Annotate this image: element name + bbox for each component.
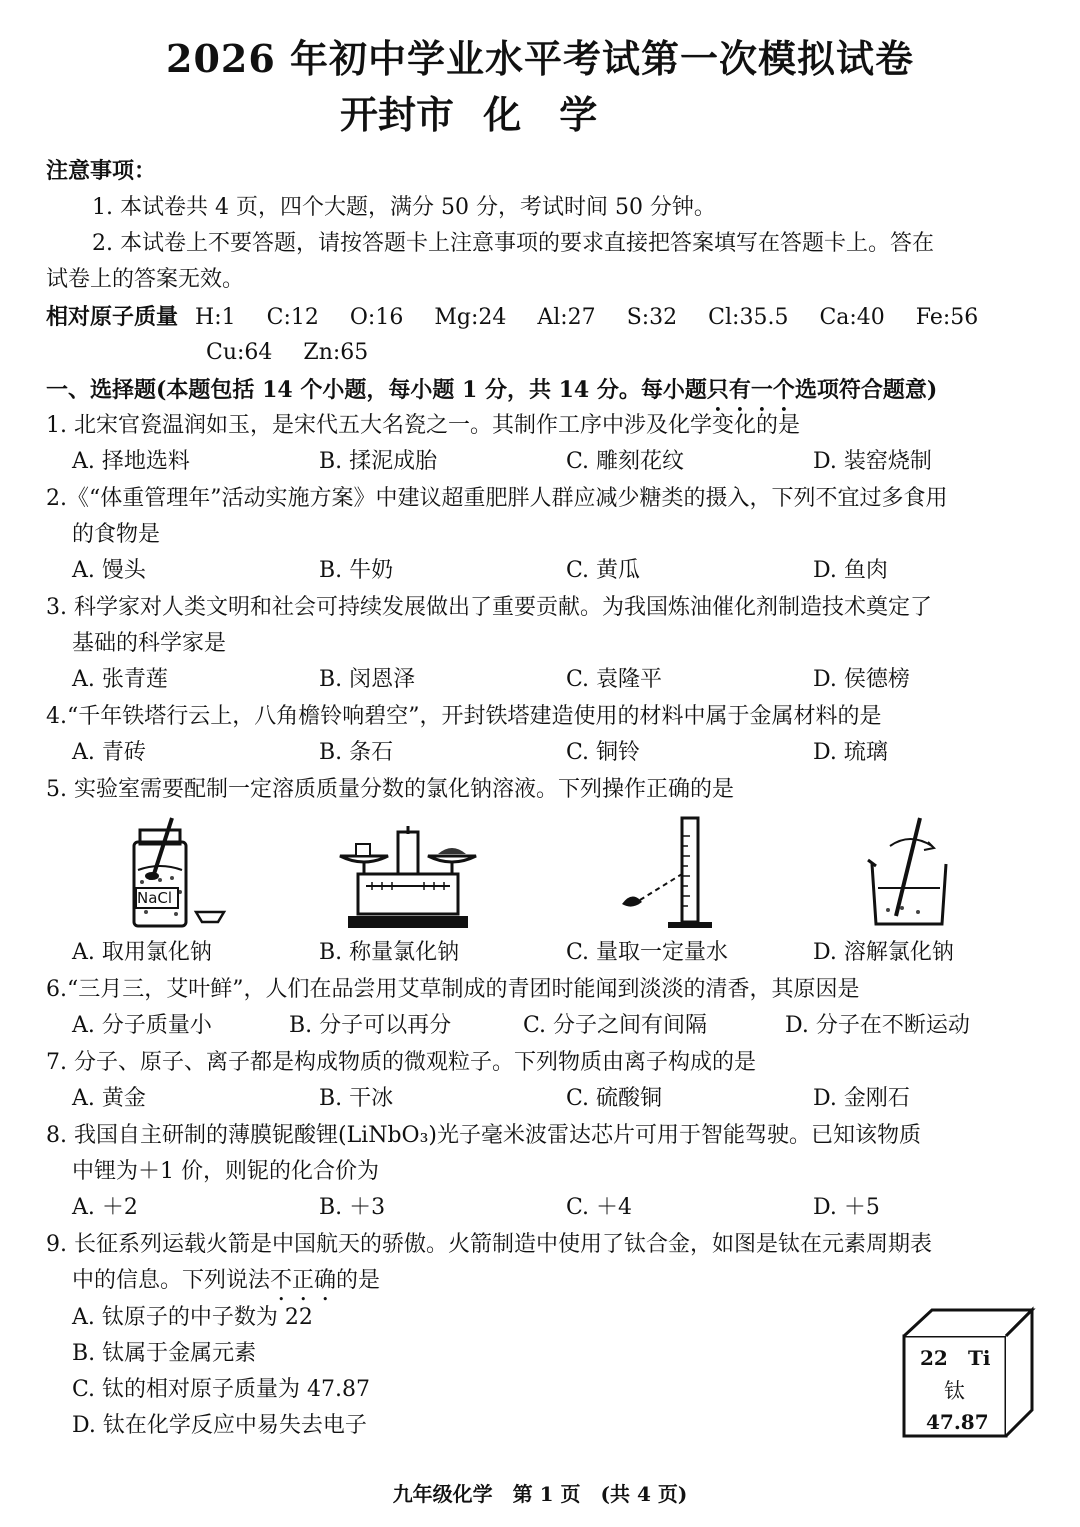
q9-option-d: D. 钛在化学反应中易失去电子 xyxy=(72,1413,367,1438)
mass-al: Al:27 xyxy=(537,305,596,330)
section1-heading-a: 一、选择题(本题包括 14 个小题，每小题 1 分，共 14 分。每小题 xyxy=(46,377,707,403)
balance-icon xyxy=(338,822,478,932)
q1-option-a: A. 择地选料 xyxy=(72,449,190,474)
notice-heading: 注意事项： xyxy=(46,158,157,184)
q3-stem-cont: 基础的科学家是 xyxy=(72,631,227,656)
q1-option-c: C. 雕刻花纹 xyxy=(566,449,685,474)
q5-option-c: C. 量取一定量水 xyxy=(566,940,729,965)
reagent-bottle-icon xyxy=(120,812,230,932)
element-name: 钛 xyxy=(944,1379,965,1403)
notice-item-2: 2. 本试卷上不要答题，请按答题卡上注意事项的要求直接把答案填写在答题卡上。答在 xyxy=(92,231,934,256)
beaker-icon xyxy=(862,812,962,932)
q7-option-d: D. 金刚石 xyxy=(813,1086,910,1111)
q6-option-c: C. 分子之间有间隔 xyxy=(523,1013,708,1038)
element-symbol: Ti xyxy=(968,1346,991,1370)
section1-heading-emphasis: 只有一个 xyxy=(706,377,795,403)
mass-mg: Mg:24 xyxy=(434,305,507,330)
q6-stem: 6.“三月三，艾叶鲜”，人们在品尝用艾草制成的青团时能闻到淡淡的清香，其原因是 xyxy=(46,977,860,1002)
page-subtitle xyxy=(340,84,597,139)
q8-options xyxy=(72,1193,880,1223)
q9-option-a: A. 钛原子的中子数为 22 xyxy=(72,1305,313,1330)
notice-item-1: 1. 本试卷共 4 页，四个大题，满分 50 分，考试时间 50 分钟。 xyxy=(92,195,716,220)
q9-emphasis: 不正确 xyxy=(270,1268,337,1293)
q6-option-d: D. 分子在不断运动 xyxy=(785,1013,970,1038)
q6-option-b: B. 分子可以再分 xyxy=(289,1013,452,1038)
q4-option-c: C. 铜铃 xyxy=(566,740,641,765)
q2-option-b: B. 牛奶 xyxy=(319,558,394,583)
subtitle-city: 开封市 xyxy=(340,92,455,137)
mass-cu: Cu:64 xyxy=(206,340,273,365)
q2-options xyxy=(72,556,888,586)
q3-option-d: D. 侯德榜 xyxy=(813,667,910,692)
q8-stem: 8. 我国自主研制的薄膜铌酸锂(LiNbO₃)光子毫米波雷达芯片可用于智能驾驶。已知该物质 xyxy=(46,1123,921,1148)
q5-option-a: A. 取用氯化钠 xyxy=(72,940,212,965)
atomic-mass-row xyxy=(46,302,978,333)
atomic-mass-label: 相对原子质量 xyxy=(46,304,179,330)
q6-options xyxy=(72,1011,970,1041)
q3-option-b: B. 闵恩泽 xyxy=(319,667,416,692)
q1-stem: 1. 北宋官瓷温润如玉，是宋代五大名瓷之一。其制作工序中涉及化学变化的是 xyxy=(46,413,800,438)
mass-s: S:32 xyxy=(626,305,678,330)
q4-option-a: A. 青砖 xyxy=(72,740,146,765)
q5-options xyxy=(72,938,954,968)
element-atomic-number: 22 xyxy=(920,1346,948,1370)
graduated-cylinder-icon xyxy=(612,812,722,932)
q4-option-d: D. 琉璃 xyxy=(813,740,888,765)
section1-heading xyxy=(46,375,937,416)
subtitle-subject: 化 学 xyxy=(483,92,598,137)
q7-option-a: A. 黄金 xyxy=(72,1086,146,1111)
mass-zn: Zn:65 xyxy=(303,340,369,365)
mass-c: C:12 xyxy=(266,305,319,330)
q4-stem: 4.“千年铁塔行云上，八角檐铃响碧空”，开封铁塔建造使用的材料中属于金属材料的是 xyxy=(46,704,882,729)
q1-option-d: D. 装窑烧制 xyxy=(813,449,932,474)
mass-cl: Cl:35.5 xyxy=(708,305,789,330)
q2-stem-cont: 的食物是 xyxy=(72,522,161,547)
q4-options xyxy=(72,738,888,768)
q6-option-a: A. 分子质量小 xyxy=(72,1013,212,1038)
q7-option-b: B. 干冰 xyxy=(319,1086,394,1111)
q4-option-b: B. 条石 xyxy=(319,740,394,765)
q3-stem: 3. 科学家对人类文明和社会可持续发展做出了重要贡献。为我国炼油催化剂制造技术奠定了 xyxy=(46,595,932,620)
q2-option-c: C. 黄瓜 xyxy=(566,558,641,583)
q2-stem: 2.《“体重管理年”活动实施方案》中建议超重肥胖人群应减少糖类的摄入，下列不宜过多食用 xyxy=(46,486,948,511)
q5-option-b: B. 称量氯化钠 xyxy=(319,940,460,965)
q3-option-a: A. 张青莲 xyxy=(72,667,168,692)
q8-stem-cont: 中锂为＋1 价，则铌的化合价为 xyxy=(72,1159,379,1184)
q9-option-b: B. 钛属于金属元素 xyxy=(72,1341,257,1366)
mass-o: O:16 xyxy=(349,305,404,330)
q7-options xyxy=(72,1084,910,1114)
page-footer: 九年级化学 第 1 页 (共 4 页) xyxy=(392,1482,688,1506)
q2-option-d: D. 鱼肉 xyxy=(813,558,888,583)
q3-option-c: C. 袁隆平 xyxy=(566,667,663,692)
q7-stem: 7. 分子、原子、离子都是构成物质的微观粒子。下列物质由离子构成的是 xyxy=(46,1050,756,1075)
section1-heading-b: 选项符合题意) xyxy=(794,377,938,403)
q2-option-a: A. 馒头 xyxy=(72,558,146,583)
q5-option-d: D. 溶解氯化钠 xyxy=(813,940,954,965)
page-title: 2026 年初中学业水平考试第一次模拟试卷 xyxy=(166,36,914,81)
q9-stem: 9. 长征系列运载火箭是中国航天的骄傲。火箭制造中使用了钛合金，如图是钛在元素周期表 xyxy=(46,1232,932,1257)
q8-option-b: B. ＋3 xyxy=(319,1195,386,1220)
nacl-label: NaCl xyxy=(137,889,173,907)
q9-option-c: C. 钛的相对原子质量为 47.87 xyxy=(72,1377,371,1402)
mass-h: H:1 xyxy=(195,305,236,330)
q8-option-a: A. ＋2 xyxy=(72,1195,138,1220)
q7-option-c: C. 硫酸铜 xyxy=(566,1086,663,1111)
q5-stem: 5. 实验室需要配制一定溶质质量分数的氯化钠溶液。下列操作正确的是 xyxy=(46,777,734,802)
atomic-mass-row-2 xyxy=(206,338,368,368)
q9-stem-cont: 中的信息。下列说法不正确的是 xyxy=(72,1268,381,1293)
mass-fe: Fe:56 xyxy=(915,305,979,330)
q3-options xyxy=(72,665,910,695)
q1-option-b: B. 揉泥成胎 xyxy=(319,449,438,474)
notice-item-2-cont: 试卷上的答案无效。 xyxy=(46,267,245,292)
q1-options xyxy=(72,447,932,477)
mass-ca: Ca:40 xyxy=(819,305,885,330)
q8-option-d: D. ＋5 xyxy=(813,1195,880,1220)
element-mass: 47.87 xyxy=(926,1410,989,1434)
q8-option-c: C. ＋4 xyxy=(566,1195,633,1220)
